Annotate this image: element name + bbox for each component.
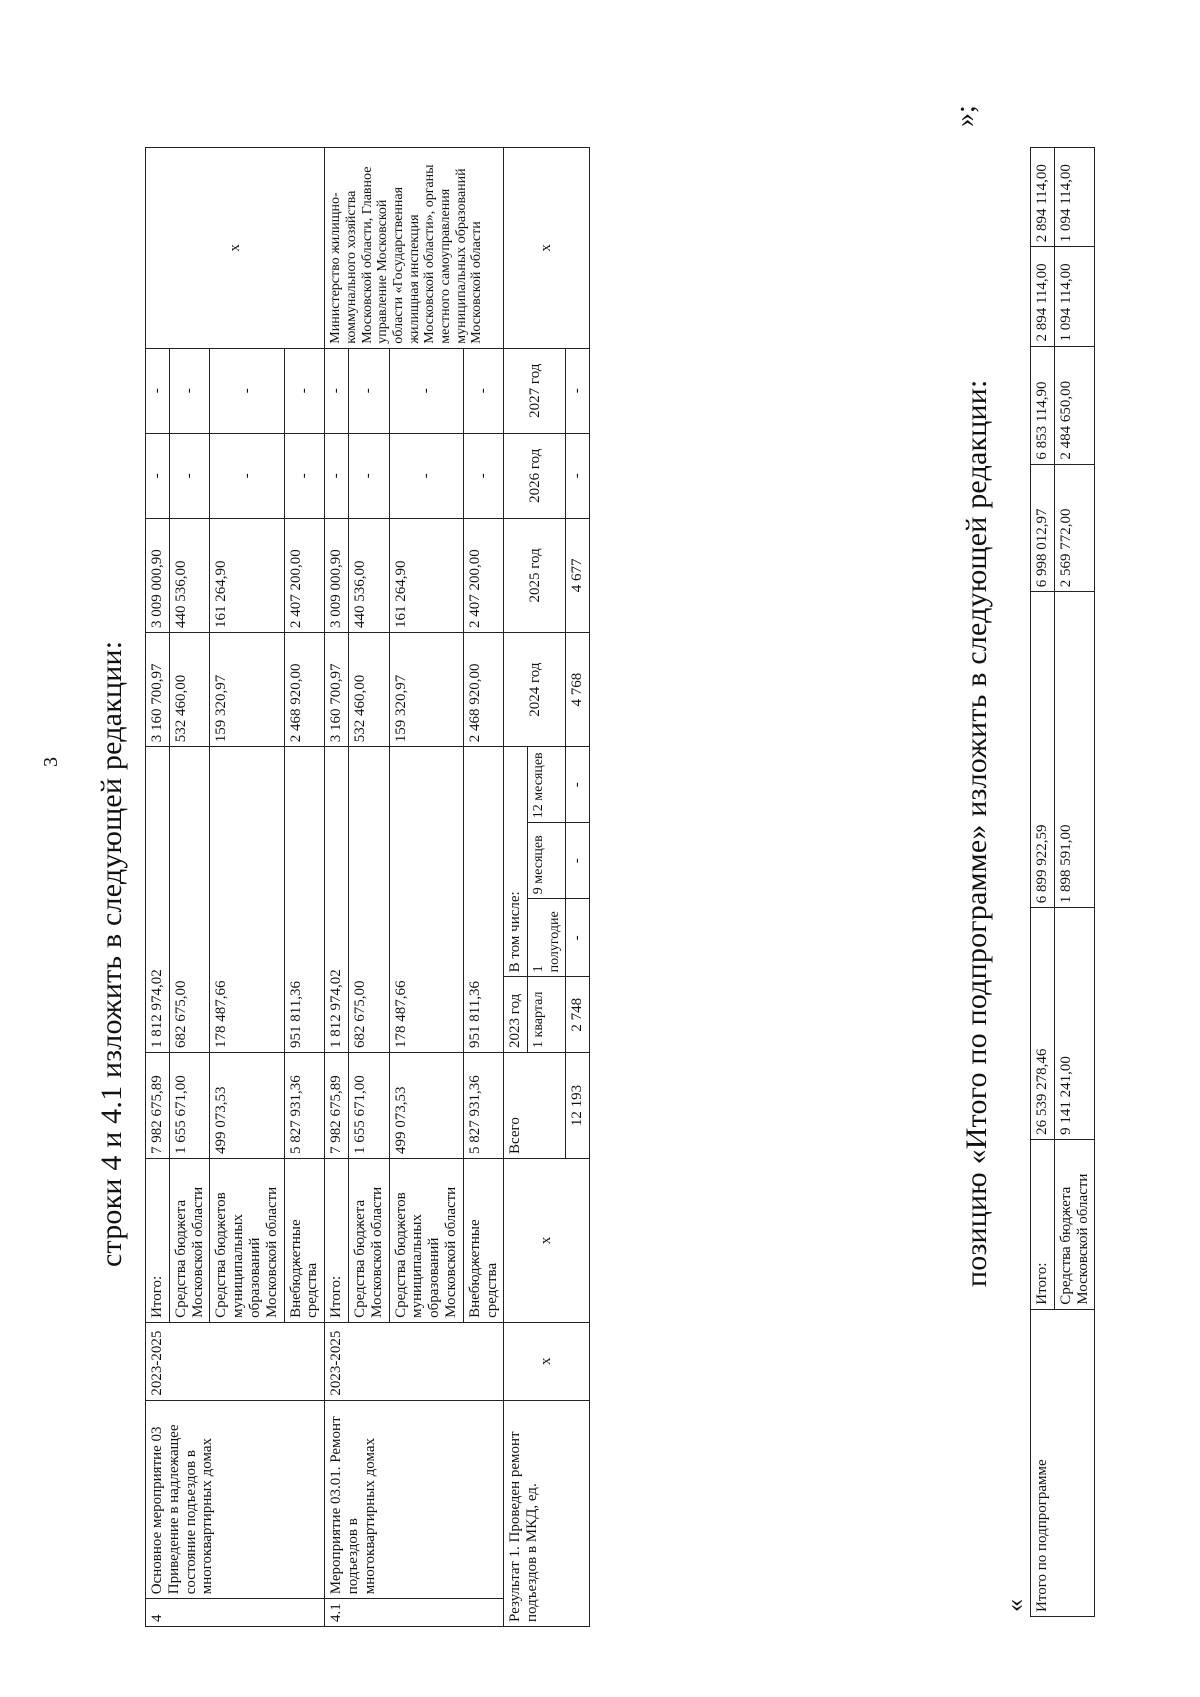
closing-quote: »; (950, 105, 981, 127)
finance-source: Итого: (325, 1158, 349, 1322)
table-row (504, 148, 528, 1627)
total-value: 499 073,53 (210, 1052, 284, 1158)
value-2027: 2 894 114,00 (1031, 148, 1055, 247)
finance-source: Средства бюджетов муниципальных образований Московской области (210, 1158, 284, 1322)
value-2026: 2 894 114,00 (1031, 247, 1055, 346)
value-2023: 1 812 974,02 (325, 747, 349, 1053)
header-2023: 2023 год (504, 977, 528, 1053)
total-value: 1 655 671,00 (348, 1052, 389, 1158)
result-name: Результат 1. Проведен ремонт подъездов в МКД, ед. (504, 1400, 590, 1626)
total-value: 5 827 931,36 (463, 1052, 504, 1158)
result-2024: 4 768 (566, 633, 590, 747)
value-2023: 682 675,00 (348, 747, 389, 1053)
value-2025: 440 536,00 (169, 518, 210, 632)
heading-subprogram-total: позицию «Итого по подпрограмме» изложить в следующей редакции: (960, 379, 993, 1287)
responsible: Министерство жилищно-коммунального хозяйства Московской области, Главное управление Московской области «Государственная жилищная инспекция Московской области», органы местного самоуправления муниципальных образований Московской области (325, 148, 504, 349)
finance-source: Средства бюджетов муниципальных образований Московской области (389, 1158, 463, 1322)
total-value: 499 073,53 (389, 1052, 463, 1158)
total-value: 7 982 675,89 (146, 1052, 170, 1158)
value-2025: 2 484 650,00 (1054, 346, 1095, 464)
value-2025: 3 009 000,90 (146, 518, 170, 632)
total-value: 1 655 671,00 (169, 1052, 210, 1158)
value-2026: - (325, 433, 349, 518)
value-2025: 3 009 000,90 (325, 518, 349, 632)
header-12-months: 12 месяцев (528, 747, 566, 823)
finance-source: Средства бюджета Московской области (348, 1158, 389, 1322)
value-2023: 178 487,66 (389, 747, 463, 1053)
result-2026: - (566, 433, 590, 518)
value-2024: 3 160 700,97 (325, 633, 349, 747)
period: 2023-2025 (146, 1322, 325, 1400)
page-number: 3 (40, 757, 62, 767)
header-2027: 2027 год (504, 348, 566, 433)
value-2026: - (284, 433, 325, 518)
value-2024: 532 460,00 (169, 633, 210, 747)
header-including: В том числе: (504, 747, 528, 977)
table-row (1031, 148, 1055, 1617)
finance-source: Итого: (146, 1158, 170, 1322)
header-half-year: 1 полугодие (528, 899, 566, 977)
header-9-months: 9 месяцев (528, 823, 566, 899)
header-2026: 2026 год (504, 433, 566, 518)
subprogram-total-table (1030, 147, 1095, 1617)
value-2027: - (348, 348, 389, 433)
value-2024: 2 468 920,00 (284, 633, 325, 747)
total-value: 7 982 675,89 (325, 1052, 349, 1158)
value-2027: - (389, 348, 463, 433)
finance-source: Внебюджетные средства (284, 1158, 325, 1322)
value-2024: 159 320,97 (210, 633, 284, 747)
value-2023: 682 675,00 (169, 747, 210, 1053)
heading-rows-4-4-1: строки 4 и 4.1 изложить в следующей редакции: (95, 640, 128, 1267)
value-2027: - (284, 348, 325, 433)
value-2023: 951 811,36 (284, 747, 325, 1053)
value-2026: - (348, 433, 389, 518)
value-2025: 2 407 200,00 (284, 518, 325, 632)
value-2024: 2 468 920,00 (463, 633, 504, 747)
value-2027: - (146, 348, 170, 433)
total-value: 9 141 241,00 (1054, 908, 1095, 1140)
result-2027: - (566, 348, 590, 433)
table-row (325, 148, 349, 1627)
result-half-year: - (566, 823, 590, 899)
result-2023: 2 748 (566, 977, 590, 1053)
value-2025: 2 407 200,00 (463, 518, 504, 632)
value-2023: 1 898 591,00 (1054, 592, 1095, 908)
value-2026: - (463, 433, 504, 518)
activity-name: Мероприятие 03.01. Ремонт подъездов в многоквартирных домах (325, 1400, 504, 1599)
finance-source: Средства бюджета Московской области (1054, 1139, 1095, 1309)
result-period: x (504, 1322, 590, 1400)
table-row (146, 148, 170, 1627)
value-2027: 1 094 114,00 (1054, 148, 1095, 247)
responsible: x (146, 148, 325, 349)
value-2026: 1 094 114,00 (1054, 247, 1095, 346)
result-quarter-1: - (566, 899, 590, 977)
value-2024: 159 320,97 (389, 633, 463, 747)
value-2025: 161 264,90 (389, 518, 463, 632)
value-2027: - (169, 348, 210, 433)
result-2025: 4 677 (566, 518, 590, 632)
value-2027: - (325, 348, 349, 433)
total-value: 26 539 278,46 (1031, 908, 1055, 1140)
header-quarter-1: 1 квартал (528, 977, 566, 1053)
finance-source: Итого: (1031, 1139, 1055, 1309)
value-2026: - (210, 433, 284, 518)
row-number: 4.1 (325, 1599, 504, 1627)
value-2026: - (169, 433, 210, 518)
period: 2023-2025 (325, 1322, 504, 1400)
value-2026: - (146, 433, 170, 518)
opening-quote: « (1000, 1599, 1029, 1612)
value-2024: 3 160 700,97 (146, 633, 170, 747)
result-total: 12 193 (566, 1052, 590, 1158)
row-number: 4 (146, 1599, 325, 1627)
value-2023: 951 811,36 (463, 747, 504, 1053)
subtotal-label: Итого по подпрограмме (1031, 1309, 1095, 1616)
value-2027: - (210, 348, 284, 433)
header-2025: 2025 год (504, 518, 566, 632)
value-2024: 2 569 772,00 (1054, 464, 1095, 592)
header-total: Всего (504, 1052, 566, 1158)
value-2024: 532 460,00 (348, 633, 389, 747)
value-2025: 161 264,90 (210, 518, 284, 632)
value-2023: 1 812 974,02 (146, 747, 170, 1053)
result-source: x (504, 1158, 590, 1322)
value-2026: - (389, 433, 463, 518)
result-responsible: x (504, 148, 590, 349)
value-2024: 6 998 012,97 (1031, 464, 1055, 592)
value-2025: 440 536,00 (348, 518, 389, 632)
result-9-months: - (566, 747, 590, 823)
finance-source: Внебюджетные средства (463, 1158, 504, 1322)
value-2023: 178 487,66 (210, 747, 284, 1053)
value-2023: 6 899 922,59 (1031, 592, 1055, 908)
header-2024: 2024 год (504, 633, 566, 747)
finance-source: Средства бюджета Московской области (169, 1158, 210, 1322)
activity-name: Основное мероприятие 03 Приведение в надлежащее состояние подъездов в многоквартирных домах (146, 1400, 325, 1599)
subprogram-table (145, 147, 590, 1627)
value-2025: 6 853 114,90 (1031, 346, 1055, 464)
total-value: 5 827 931,36 (284, 1052, 325, 1158)
value-2027: - (463, 348, 504, 433)
